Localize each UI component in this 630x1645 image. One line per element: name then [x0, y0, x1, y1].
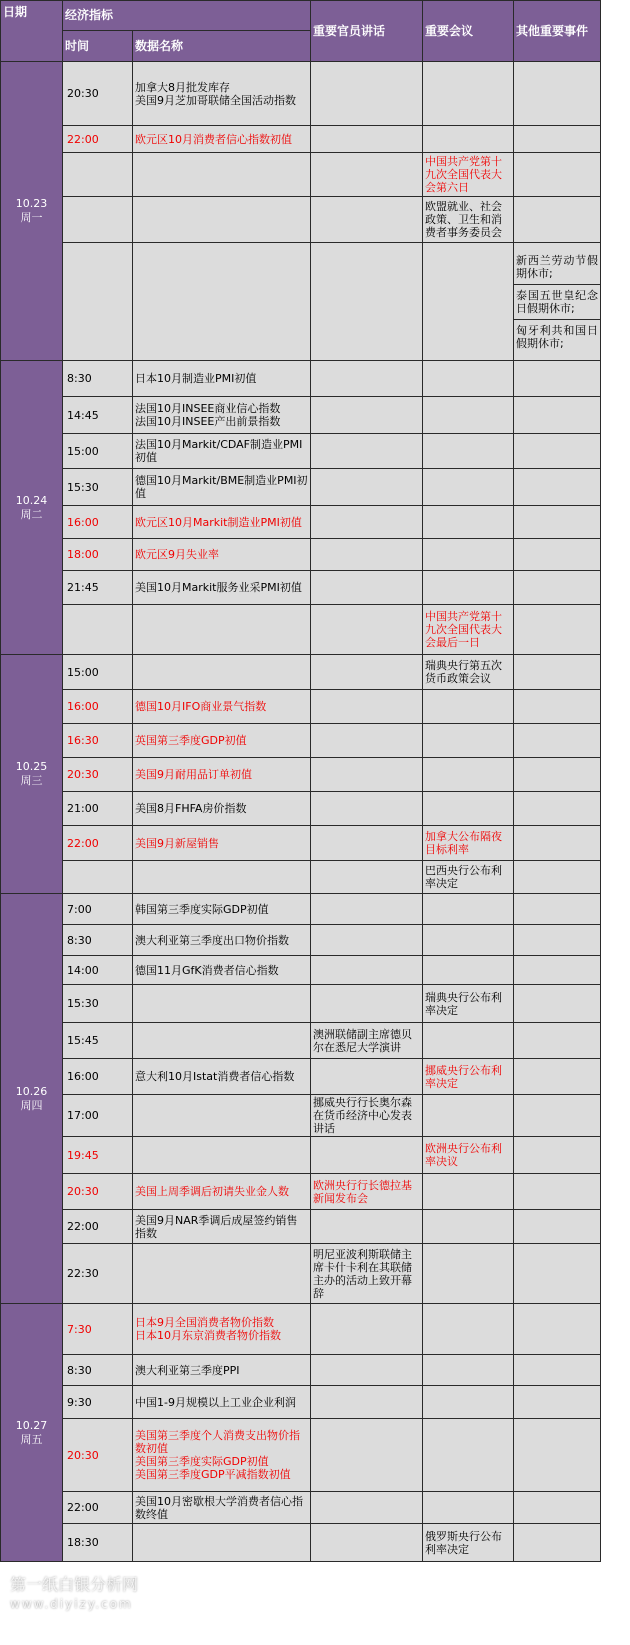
- time-cell: 16:00: [63, 1059, 133, 1095]
- time-cell: 15:30: [63, 469, 133, 506]
- time-cell: [63, 605, 133, 655]
- meeting-cell: [423, 1210, 514, 1244]
- other-cell: [514, 243, 601, 361]
- meeting-cell: [423, 758, 514, 792]
- data-name-cell: [133, 197, 311, 243]
- meeting-cell: [423, 956, 514, 985]
- data-name-cell: [133, 243, 311, 361]
- meeting-cell: [423, 724, 514, 758]
- meeting-cell: 中国共产党第十九次全国代表大会最后一日: [423, 605, 514, 655]
- time-cell: 9:30: [63, 1386, 133, 1419]
- speech-cell: [311, 605, 423, 655]
- table-row: [1, 62, 601, 126]
- data-name-cell: [133, 1137, 311, 1174]
- other-cell: [514, 1386, 601, 1419]
- speech-cell: [311, 153, 423, 197]
- time-cell: 22:00: [63, 1210, 133, 1244]
- time-cell: [63, 197, 133, 243]
- data-name-cell: 中国1-9月规模以上工业企业利润: [133, 1386, 311, 1419]
- table-row: [1, 1355, 601, 1386]
- time-cell: 18:30: [63, 1524, 133, 1562]
- time-cell: 7:30: [63, 1304, 133, 1355]
- watermark-title: 第一纸白银分析网: [10, 1575, 139, 1594]
- meeting-cell: [423, 539, 514, 571]
- time-cell: 15:00: [63, 655, 133, 690]
- other-cell: [514, 1023, 601, 1059]
- speech-cell: [311, 243, 423, 361]
- meeting-cell: [423, 1095, 514, 1137]
- meeting-cell: 挪威央行公布利率决定: [423, 1059, 514, 1095]
- meeting-cell: 欧洲央行公布利率决议: [423, 1137, 514, 1174]
- data-name-cell: [133, 1023, 311, 1059]
- data-name-cell: 法国10月INSEE商业信心指数 法国10月INSEE产出前景指数: [133, 397, 311, 434]
- meeting-cell: 瑞典央行第五次货币政策会议: [423, 655, 514, 690]
- day-cell: 10.25 周三: [1, 655, 63, 894]
- data-name-cell: [133, 985, 311, 1023]
- data-name-cell: 德国10月Markit/BME制造业PMI初值: [133, 469, 311, 506]
- other-cell: [514, 690, 601, 724]
- other-cell: [514, 126, 601, 153]
- data-name-cell: 美国9月耐用品订单初值: [133, 758, 311, 792]
- table-row: [1, 1386, 601, 1419]
- meeting-cell: [423, 397, 514, 434]
- data-name-cell: 韩国第三季度实际GDP初值: [133, 894, 311, 925]
- data-name-cell: 美国9月新屋销售: [133, 826, 311, 861]
- speech-cell: [311, 126, 423, 153]
- time-cell: 14:00: [63, 956, 133, 985]
- table-row: [1, 571, 601, 605]
- table-row: [1, 126, 601, 153]
- other-cell: [514, 361, 601, 397]
- other-cell: [514, 1095, 601, 1137]
- meeting-cell: [423, 1244, 514, 1304]
- table-row: [1, 1137, 601, 1174]
- table-row: [1, 724, 601, 758]
- data-name-cell: 加拿大8月批发库存 美国9月芝加哥联储全国活动指数: [133, 62, 311, 126]
- meeting-cell: [423, 1386, 514, 1419]
- speech-cell: [311, 62, 423, 126]
- speech-cell: [311, 539, 423, 571]
- table-row: [1, 1023, 601, 1059]
- day-cell: 10.24 周二: [1, 361, 63, 655]
- table-row: [1, 894, 601, 925]
- speech-cell: [311, 655, 423, 690]
- other-cell: [514, 571, 601, 605]
- other-cell: [514, 62, 601, 126]
- speech-cell: [311, 792, 423, 826]
- speech-cell: [311, 361, 423, 397]
- time-cell: [63, 861, 133, 894]
- day-cell: 10.26 周四: [1, 894, 63, 1304]
- meeting-cell: [423, 469, 514, 506]
- speech-cell: 挪威央行行长奥尔森在货币经济中心发表讲话: [311, 1095, 423, 1137]
- other-cell: [514, 469, 601, 506]
- time-cell: 20:30: [63, 1174, 133, 1210]
- time-cell: 20:30: [63, 1419, 133, 1492]
- meeting-cell: [423, 571, 514, 605]
- data-name-cell: 日本9月全国消费者物价指数 日本10月东京消费者物价指数: [133, 1304, 311, 1355]
- speech-cell: [311, 826, 423, 861]
- other-cell: [514, 792, 601, 826]
- other-event: 匈牙利共和国日假期休市;: [514, 319, 600, 354]
- other-cell: [514, 655, 601, 690]
- meeting-cell: 巴西央行公布利率决定: [423, 861, 514, 894]
- data-name-cell: 美国10月Markit服务业采PMI初值: [133, 571, 311, 605]
- data-name-cell: [133, 861, 311, 894]
- header-time: 时间: [63, 31, 133, 62]
- other-cell: [514, 1419, 601, 1492]
- other-cell: [514, 1210, 601, 1244]
- data-name-cell: 德国10月IFO商业景气指数: [133, 690, 311, 724]
- data-name-cell: 英国第三季度GDP初值: [133, 724, 311, 758]
- data-name-cell: [133, 1244, 311, 1304]
- time-cell: 16:30: [63, 724, 133, 758]
- speech-cell: [311, 1210, 423, 1244]
- time-cell: 22:00: [63, 1492, 133, 1524]
- data-name-cell: 意大利10月Istat消费者信心指数: [133, 1059, 311, 1095]
- speech-cell: [311, 985, 423, 1023]
- table-row: [1, 539, 601, 571]
- speech-cell: [311, 894, 423, 925]
- other-event: 新西兰劳动节假期休市;: [516, 253, 599, 280]
- other-cell: [514, 506, 601, 539]
- table-row: [1, 690, 601, 724]
- other-cell: [514, 826, 601, 861]
- speech-cell: [311, 1137, 423, 1174]
- time-cell: 17:00: [63, 1095, 133, 1137]
- time-cell: 20:30: [63, 62, 133, 126]
- other-cell: [514, 956, 601, 985]
- meeting-cell: [423, 62, 514, 126]
- day-cell: 10.27 周五: [1, 1304, 63, 1562]
- day-cell: 10.23 周一: [1, 62, 63, 361]
- other-cell: [514, 1137, 601, 1174]
- table-row: [1, 1419, 601, 1492]
- other-cell: [514, 605, 601, 655]
- meeting-cell: 中国共产党第十九次全国代表大会第六日: [423, 153, 514, 197]
- speech-cell: [311, 397, 423, 434]
- other-event: 泰国五世皇纪念日假期休市;: [514, 284, 600, 319]
- header-speech: 重要官员讲话: [311, 1, 423, 62]
- speech-cell: [311, 758, 423, 792]
- time-cell: 7:00: [63, 894, 133, 925]
- data-name-cell: 欧元区10月Markit制造业PMI初值: [133, 506, 311, 539]
- data-name-cell: [133, 655, 311, 690]
- other-cell: [514, 1304, 601, 1355]
- other-cell: [514, 1174, 601, 1210]
- meeting-cell: [423, 361, 514, 397]
- speech-cell: 明尼亚波利斯联储主席卡什卡利在其联储主办的活动上致开幕辞: [311, 1244, 423, 1304]
- time-cell: 14:45: [63, 397, 133, 434]
- speech-cell: [311, 1524, 423, 1562]
- data-name-cell: [133, 605, 311, 655]
- meeting-cell: [423, 1174, 514, 1210]
- table-row: [1, 655, 601, 690]
- time-cell: 15:30: [63, 985, 133, 1023]
- time-cell: 20:30: [63, 758, 133, 792]
- data-name-cell: 美国第三季度个人消费支出物价指数初值 美国第三季度实际GDP初值 美国第三季度GDP平减指数初值: [133, 1419, 311, 1492]
- table-row: [1, 956, 601, 985]
- time-cell: 18:00: [63, 539, 133, 571]
- time-cell: 22:30: [63, 1244, 133, 1304]
- speech-cell: [311, 1355, 423, 1386]
- time-cell: 8:30: [63, 361, 133, 397]
- meeting-cell: 俄罗斯央行公布利率决定: [423, 1524, 514, 1562]
- meeting-cell: [423, 1492, 514, 1524]
- table-row: [1, 985, 601, 1023]
- table-row: [1, 861, 601, 894]
- other-cell: [514, 539, 601, 571]
- table-row: [1, 469, 601, 506]
- time-cell: 16:00: [63, 506, 133, 539]
- header-date: 日期: [1, 1, 63, 62]
- data-name-cell: 日本10月制造业PMI初值: [133, 361, 311, 397]
- other-cell: [514, 758, 601, 792]
- table-row: [1, 758, 601, 792]
- meeting-cell: [423, 434, 514, 469]
- table-row: [1, 1210, 601, 1244]
- other-cell: [514, 1059, 601, 1095]
- data-name-cell: 澳大利亚第三季度PPI: [133, 1355, 311, 1386]
- meeting-cell: 瑞典央行公布利率决定: [423, 985, 514, 1023]
- data-name-cell: 澳大利亚第三季度出口物价指数: [133, 925, 311, 956]
- speech-cell: [311, 690, 423, 724]
- table-row: [1, 1492, 601, 1524]
- meeting-cell: [423, 243, 514, 361]
- other-cell: [514, 894, 601, 925]
- time-cell: [63, 243, 133, 361]
- table-row: [1, 1095, 601, 1137]
- speech-cell: [311, 506, 423, 539]
- table-row: [1, 506, 601, 539]
- table-row: [1, 197, 601, 243]
- speech-cell: [311, 956, 423, 985]
- other-cell: [514, 1244, 601, 1304]
- table-row: [1, 434, 601, 469]
- watermark-url: www.diyizy.com: [10, 1597, 133, 1611]
- table-row: [1, 243, 601, 361]
- speech-cell: [311, 434, 423, 469]
- meeting-cell: [423, 1419, 514, 1492]
- speech-cell: [311, 469, 423, 506]
- data-name-cell: [133, 1095, 311, 1137]
- data-name-cell: 德国11月GfK消费者信心指数: [133, 956, 311, 985]
- table-row: [1, 1524, 601, 1562]
- data-name-cell: 美国10月密歇根大学消费者信心指数终值: [133, 1492, 311, 1524]
- data-name-cell: 美国8月FHFA房价指数: [133, 792, 311, 826]
- time-cell: 22:00: [63, 126, 133, 153]
- speech-cell: [311, 861, 423, 894]
- data-name-cell: [133, 1524, 311, 1562]
- data-name-cell: 法国10月Markit/CDAF制造业PMI初值: [133, 434, 311, 469]
- time-cell: 19:45: [63, 1137, 133, 1174]
- header-other: 其他重要事件: [514, 1, 601, 62]
- table-row: [1, 1244, 601, 1304]
- speech-cell: [311, 571, 423, 605]
- meeting-cell: [423, 792, 514, 826]
- other-cell: [514, 1524, 601, 1562]
- data-name-cell: 美国上周季调后初请失业金人数: [133, 1174, 311, 1210]
- data-name-cell: 美国9月NAR季调后成屋签约销售指数: [133, 1210, 311, 1244]
- meeting-cell: [423, 690, 514, 724]
- time-cell: 15:00: [63, 434, 133, 469]
- speech-cell: [311, 925, 423, 956]
- meeting-cell: [423, 1304, 514, 1355]
- other-cell: [514, 861, 601, 894]
- speech-cell: [311, 724, 423, 758]
- speech-cell: 澳洲联储副主席德贝尔在悉尼大学演讲: [311, 1023, 423, 1059]
- time-cell: 8:30: [63, 1355, 133, 1386]
- time-cell: 21:00: [63, 792, 133, 826]
- other-cell: [514, 197, 601, 243]
- other-cell: [514, 925, 601, 956]
- meeting-cell: [423, 925, 514, 956]
- other-cell: [514, 153, 601, 197]
- time-cell: 8:30: [63, 925, 133, 956]
- table-row: [1, 397, 601, 434]
- time-cell: 16:00: [63, 690, 133, 724]
- table-row: [1, 153, 601, 197]
- speech-cell: [311, 197, 423, 243]
- data-name-cell: 欧元区9月失业率: [133, 539, 311, 571]
- table-row: [1, 792, 601, 826]
- table-row: [1, 826, 601, 861]
- time-cell: 21:45: [63, 571, 133, 605]
- header-meeting: 重要会议: [423, 1, 514, 62]
- time-cell: 22:00: [63, 826, 133, 861]
- other-cell: [514, 985, 601, 1023]
- speech-cell: [311, 1386, 423, 1419]
- speech-cell: 欧洲央行行长德拉基新闻发布会: [311, 1174, 423, 1210]
- other-cell: [514, 724, 601, 758]
- table-row: [1, 1304, 601, 1355]
- time-cell: 15:45: [63, 1023, 133, 1059]
- table-row: [1, 925, 601, 956]
- other-cell: [514, 1492, 601, 1524]
- data-name-cell: [133, 153, 311, 197]
- header-economic: 经济指标: [63, 1, 311, 31]
- meeting-cell: [423, 506, 514, 539]
- other-cell: [514, 434, 601, 469]
- table-row: [1, 1174, 601, 1210]
- other-cell: [514, 397, 601, 434]
- meeting-cell: 欧盟就业、社会政策、卫生和消费者事务委员会: [423, 197, 514, 243]
- meeting-cell: 加拿大公布隔夜目标利率: [423, 826, 514, 861]
- meeting-cell: [423, 894, 514, 925]
- speech-cell: [311, 1492, 423, 1524]
- table-row: [1, 1059, 601, 1095]
- data-name-cell: 欧元区10月消费者信心指数初值: [133, 126, 311, 153]
- time-cell: [63, 153, 133, 197]
- speech-cell: [311, 1419, 423, 1492]
- table-row: [1, 605, 601, 655]
- other-cell: [514, 1355, 601, 1386]
- speech-cell: [311, 1059, 423, 1095]
- header-data-name: 数据名称: [133, 31, 311, 62]
- meeting-cell: [423, 126, 514, 153]
- meeting-cell: [423, 1355, 514, 1386]
- meeting-cell: [423, 1023, 514, 1059]
- table-row: [1, 361, 601, 397]
- speech-cell: [311, 1304, 423, 1355]
